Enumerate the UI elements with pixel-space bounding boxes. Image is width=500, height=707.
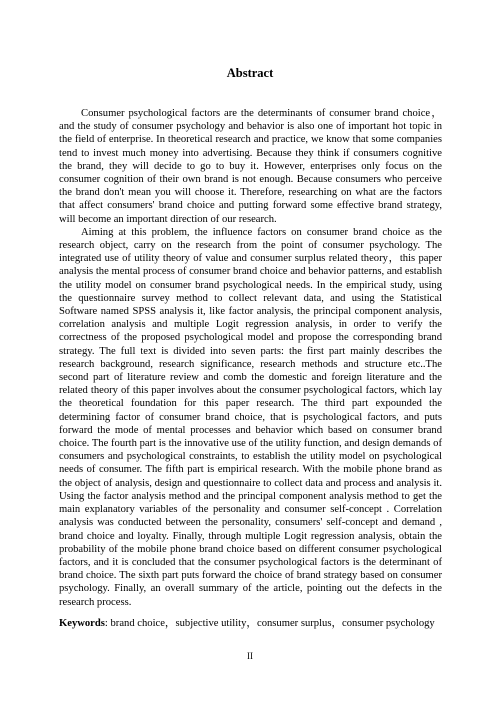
abstract-body — [59, 107, 442, 630]
page-number: II — [247, 651, 253, 661]
keywords-line — [59, 617, 442, 630]
abstract-paragraph-2: Aiming at this problem, the influence factors on consumer brand choice as the research object, carry on the research from the point of consumer psychology. The integrated use of utility theory of value and consumer surplus related theory，this paper analysis the mental process of consumer brand choice and behavior patterns, and establish the utility model on consumer brand psychological needs. In the empirical study, using the questionnaire survey method to collect relevant data, and using the Statistical Software named SPSS analysis it, like factor analysis, the principal component analysis, correlation analysis and multiple Logit regression analysis, in order to verify the correctness of the proposed psychological model and propose the corresponding brand strategy. The full text is divided into seven parts: the first part mainly describes the research background, research significance, research methods and structure etc..The second part of literature review and comb the domestic and foreign literature and the related theory of this paper involves about the consumer psychological factors, which lay the theoretical foundation for this paper research. The third part expounded the determining factor of consumer brand choice, that is psychological factors, and puts forward the mode of mental processes and behavior which based on consumer brand choice. The fourth part is the innovative use of the utility function, and design demands of consumers and psychological constraints, to establish the utility model on psychological needs of consumer. The fifth part is empirical research. With the mobile phone brand as the object of analysis, design and questionnaire to collect data and process and analysis it. Using the factor analysis method and the principal component analysis method to get the main explanatory variables of the personality and consumer self-concept . Correlation analysis was conducted between the personality, consumers' self-concept and demand , brand choice and loyalty. Finally, through multiple Logit regression analysis, obtain the probability of the mobile phone brand choice based on different consumer psychological factors, and it is concluded that the consumer psychological factors is the determinant of brand choice. The sixth part puts forward the choice of brand strategy based on consumer psychology. Finally, an overall summary of the article, pointing out the defects in the research process. — [59, 226, 442, 608]
abstract-title: Abstract — [226, 66, 274, 80]
abstract-paragraph-1: Consumer psychological factors are the determinants of consumer brand choice， and the study of consumer psychology and behavior is also one of important hot topic in the field of enterprise. In theoretical research and practice, we know that some companies tend to invest much money into advertising. Because they think if consumers cognitive the brand, they will decide to go to buy it. However, enterprises only focus on the consumer cognition of their own brand is not enough. Because consumers who perceive the brand don't mean you will choose it. Therefore, researching on what are the factors that affect consumers' brand choice and putting forward some effective brand strategy, will become an important direction of our research. — [59, 108, 442, 225]
keywords-text: : brand choice，subjective utility，consumer surplus，consumer psychology — [104, 617, 435, 629]
keywords-label: Keywords — [59, 617, 105, 629]
